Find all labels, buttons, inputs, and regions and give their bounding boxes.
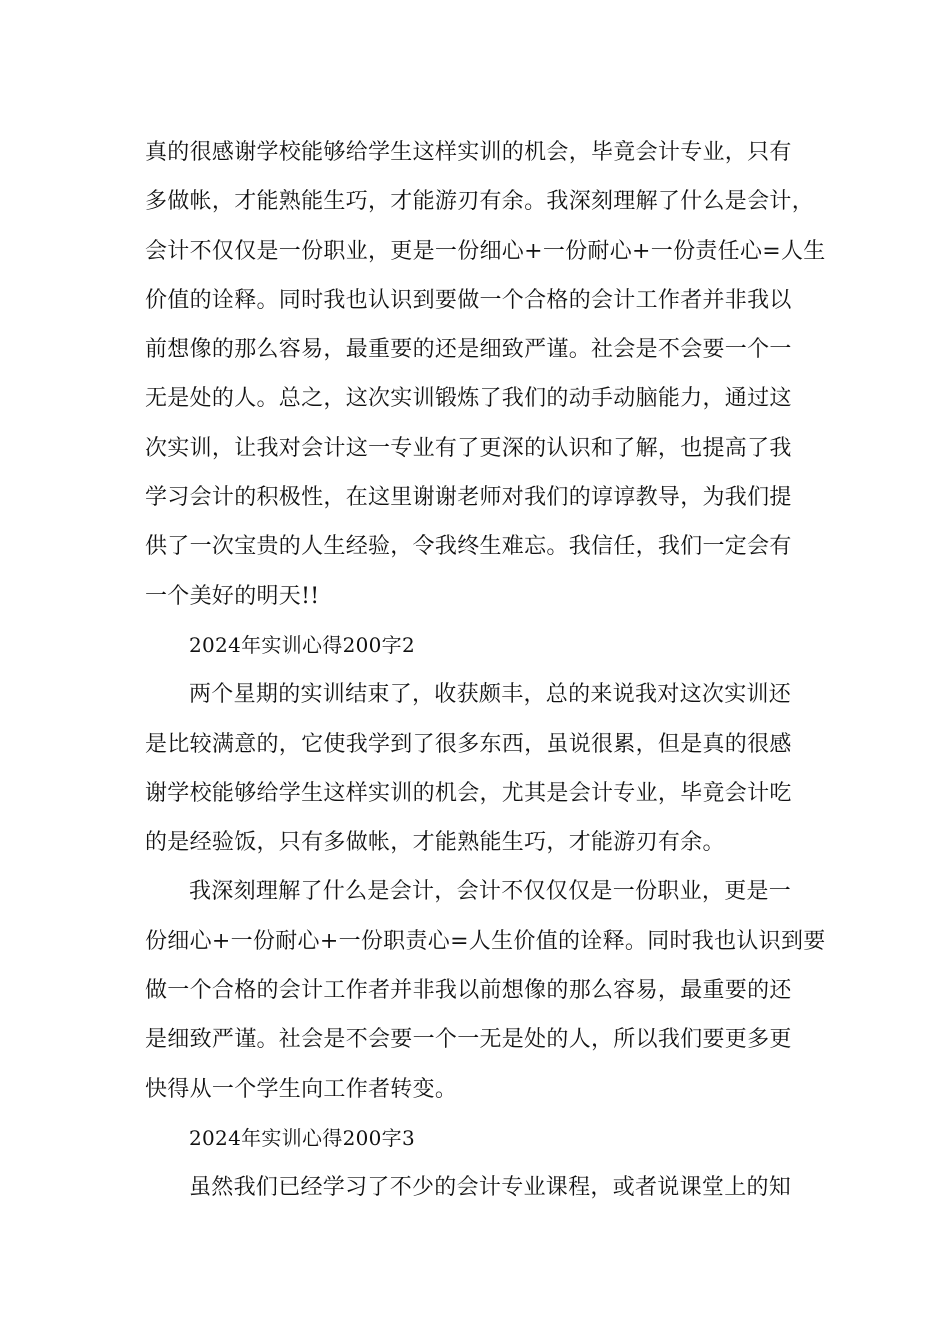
text-line: 快得从一个学生向工作者转变。 <box>145 1076 458 1102</box>
text-line: 次实训，让我对会计这一专业有了更深的认识和了解，也提高了我 <box>145 435 792 461</box>
section-heading: 2024年实训心得200字2 <box>189 632 415 657</box>
text-line: 供了一次宝贵的人生经验，令我终生难忘。我信任，我们一定会有 <box>145 534 792 560</box>
text-line: 前想像的那么容易，最重要的还是细致严谨。社会是不会要一个一 <box>145 337 792 363</box>
text-line: 价值的诠释。同时我也认识到要做一个合格的会计工作者并非我以 <box>145 287 792 313</box>
text-line: 多做帐，才能熟能生巧，才能游刃有余。我深刻理解了什么是会计， <box>145 189 815 215</box>
text-line: 一个美好的明天!! <box>145 583 320 609</box>
text-line: 无是处的人。总之，这次实训锻炼了我们的动手动脑能力，通过这 <box>145 386 792 412</box>
section-heading: 2024年实训心得200字3 <box>189 1125 415 1150</box>
text-line: 学习会计的积极性，在这里谢谢老师对我们的谆谆教导，为我们提 <box>145 485 792 511</box>
paragraph-first-line: 两个星期的实训结束了，收获颇丰，总的来说我对这次实训还 <box>189 682 792 708</box>
text-line: 做一个合格的会计工作者并非我以前想像的那么容易，最重要的还 <box>145 978 792 1004</box>
text-line: 谢学校能够给学生这样实训的机会，尤其是会计专业，毕竟会计吃 <box>145 780 792 806</box>
text-line: 会计不仅仅是一份职业，更是一份细心+一份耐心+一份责任心=人生 <box>145 238 826 264</box>
text-line: 的是经验饭，只有多做帐，才能熟能生巧，才能游刃有余。 <box>145 830 725 856</box>
text-line: 真的很感谢学校能够给学生这样实训的机会，毕竟会计专业，只有 <box>145 140 792 165</box>
text-line: 份细心+一份耐心+一份职责心=人生价值的诠释。同时我也认识到要 <box>145 928 826 954</box>
paragraph-first-line: 虽然我们已经学习了不少的会计专业课程，或者说课堂上的知 <box>189 1175 792 1201</box>
document-body <box>145 128 826 1213</box>
paragraph-first-line: 我深刻理解了什么是会计，会计不仅仅仅是一份职业，更是一 <box>189 879 792 905</box>
text-line: 是细致严谨。社会是不会要一个一无是处的人，所以我们要更多更 <box>145 1027 792 1053</box>
text-line: 是比较满意的，它使我学到了很多东西，虽说很累，但是真的很感 <box>145 731 792 757</box>
